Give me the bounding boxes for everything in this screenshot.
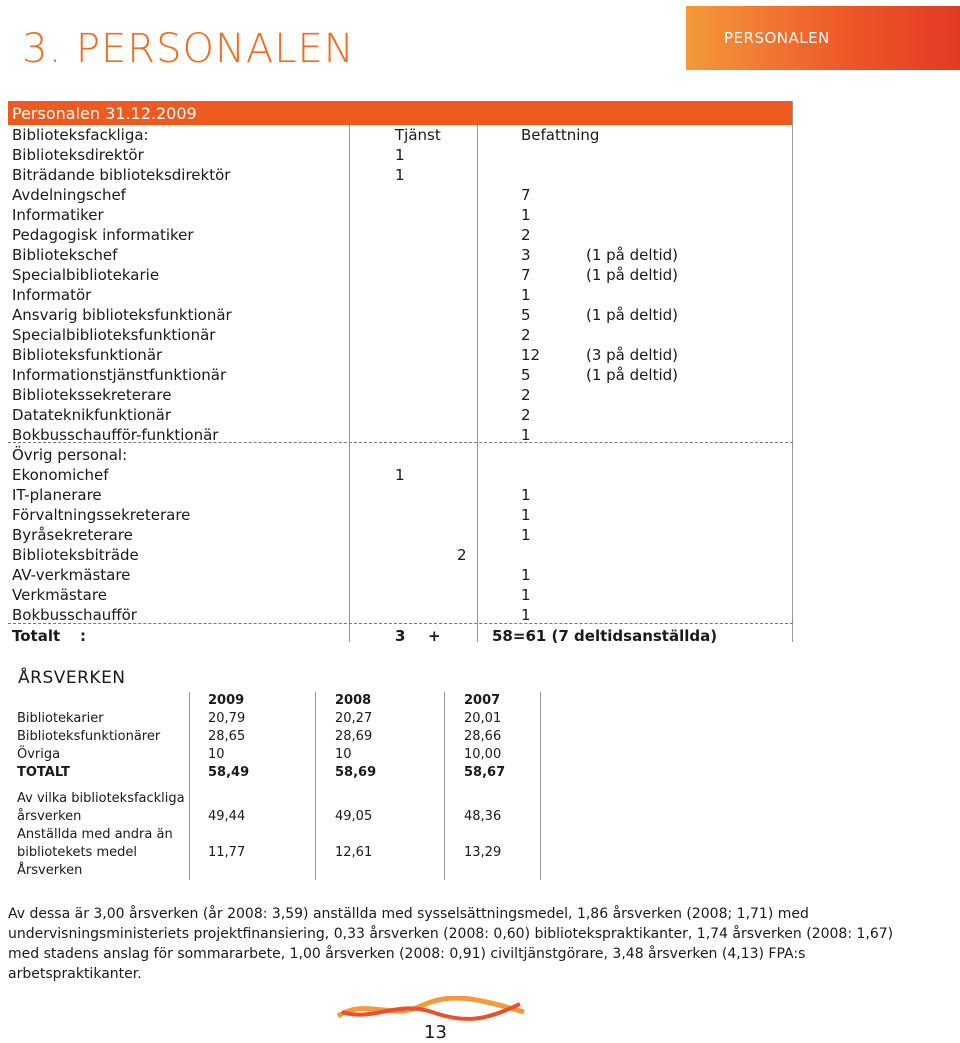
arsverken-notes — [15, 790, 540, 878]
row-label: Biblioteksfunktionär — [12, 346, 163, 364]
staff-row — [8, 365, 793, 385]
staff-row — [8, 165, 793, 185]
row-tjanst: 1 — [395, 146, 405, 164]
staff-row — [8, 185, 793, 205]
arsverken-table — [15, 692, 540, 878]
section-tab — [686, 6, 960, 70]
total-befattning: 58=61 (7 deltidsanställda) — [492, 627, 718, 645]
row-befattning: 1 — [521, 586, 531, 604]
row-tjanst-2: 2 — [457, 546, 467, 564]
arsverken-cell: 58,69 — [335, 765, 377, 780]
staff-row — [8, 485, 793, 505]
staff-row — [8, 405, 793, 425]
total-plus: + — [428, 627, 441, 645]
row-label: Informatör — [12, 286, 92, 304]
arsverken-cell: 10 — [208, 747, 225, 762]
arsverken-year-header — [15, 692, 540, 710]
section-tab-label: PERSONALEN — [724, 29, 830, 47]
staff-row — [8, 565, 793, 585]
arsverken-note-row — [15, 826, 540, 878]
row-label: Specialbibliotekarie — [12, 266, 160, 284]
row-label: Byråsekreterare — [12, 526, 133, 544]
arsverken-col-divider-3 — [444, 692, 445, 880]
row-befattning: 1 — [521, 486, 531, 504]
arsverken-note-cell: 13,29 — [464, 845, 502, 860]
arsverken-note-cell: 49,44 — [208, 809, 246, 824]
arsverken-cell: 20,27 — [335, 711, 373, 726]
row-befattning: 2 — [521, 326, 531, 344]
staff-row — [8, 465, 793, 485]
staff-col-divider-1 — [349, 125, 350, 642]
staff-section-divider — [8, 442, 793, 443]
arsverken-cell: 20,01 — [464, 711, 502, 726]
row-label: Biblioteksdirektör — [12, 146, 144, 164]
arsverken-col-divider-4 — [540, 692, 541, 880]
staff-row — [8, 325, 793, 345]
row-note: (1 på deltid) — [586, 306, 678, 324]
arsverken-cell: 28,65 — [208, 729, 246, 744]
row-label: Ansvarig biblioteksfunktionär — [12, 306, 232, 324]
row-befattning: 2 — [521, 226, 531, 244]
arsverken-rows — [15, 710, 540, 782]
page-title: 3. PERSONALEN — [22, 26, 355, 72]
arsverken-row-label: Bibliotekarier — [17, 711, 104, 726]
row-label: Informatiker — [12, 206, 104, 224]
row-label: AV-verkmästare — [12, 566, 131, 584]
arsverken-row — [15, 710, 540, 728]
row-label: Informationstjänstfunktionär — [12, 366, 227, 384]
row-befattning: 7 — [521, 266, 531, 284]
row-label: Datateknikfunktionär — [12, 406, 172, 424]
arsverken-cell: 58,67 — [464, 765, 506, 780]
arsverken-note-cell: 49,05 — [335, 809, 373, 824]
staff-row — [8, 125, 793, 145]
summary-paragraph: Av dessa är 3,00 årsverken (år 2008: 3,59) anställda med sysselsättningsmedel, 1,86 årsverken (2008; 1,71) med undervisningsministeriets projektfinansiering, 0,33 årsverken (2008: 0,60) bibliotekspraktikanter, 1,74 årsverken (2008: 1,67) med stadens anslag för sommararbete, 1,00 årsverken (2008: 0,91) civiltjänstgörare, 3,48 årsverken (4,13) FPA:s arbetspraktikanter. — [8, 906, 894, 982]
row-befattning: 5 — [521, 306, 531, 324]
footer-wave-logo — [336, 996, 526, 1022]
row-befattning: 1 — [521, 426, 531, 444]
row-tjanst: Tjänst — [395, 126, 441, 144]
arsverken-title: ÅRSVERKEN — [18, 668, 126, 688]
row-label: Bibliotekschef — [12, 246, 118, 264]
arsverken-note-row — [15, 790, 540, 826]
staff-row — [8, 585, 793, 605]
staff-row — [8, 305, 793, 325]
staff-total-row — [8, 625, 793, 647]
staff-row — [8, 445, 793, 465]
year-col-3: 2007 — [464, 693, 501, 708]
row-note: (1 på deltid) — [586, 266, 678, 284]
staff-row — [8, 545, 793, 565]
year-col-1: 2009 — [208, 693, 245, 708]
row-tjanst: 1 — [395, 166, 405, 184]
row-befattning: 1 — [521, 526, 531, 544]
arsverken-cell: 10,00 — [464, 747, 502, 762]
row-befattning: 1 — [521, 506, 531, 524]
row-befattning: 1 — [521, 606, 531, 624]
row-befattning: 1 — [521, 206, 531, 224]
row-befattning: Befattning — [521, 126, 600, 144]
staff-frame-right — [792, 101, 793, 642]
row-befattning: 1 — [521, 286, 531, 304]
staff-row — [8, 505, 793, 525]
arsverken-row-label: Biblioteksfunktionärer — [17, 729, 161, 744]
staff-row — [8, 145, 793, 165]
row-label: Bibliotekssekreterare — [12, 386, 172, 404]
arsverken-cell: 28,66 — [464, 729, 502, 744]
arsverken-col-divider-2 — [315, 692, 316, 880]
row-note: (3 på deltid) — [586, 346, 678, 364]
total-colon: : — [80, 627, 86, 645]
staff-row — [8, 345, 793, 365]
staff-row — [8, 605, 793, 625]
row-label: Ekonomichef — [12, 466, 109, 484]
year-col-2: 2008 — [335, 693, 372, 708]
arsverken-note-cell: 11,77 — [208, 845, 246, 860]
row-befattning: 1 — [521, 566, 531, 584]
row-label: Biträdande biblioteksdirektör — [12, 166, 231, 184]
arsverken-cell: 20,79 — [208, 711, 246, 726]
arsverken-cell: 10 — [335, 747, 352, 762]
page-number: 13 — [424, 1022, 447, 1043]
row-label: Förvaltningssekreterare — [12, 506, 191, 524]
total-label: Totalt — [12, 627, 61, 645]
row-label: Övrig personal: — [12, 446, 128, 464]
staff-row — [8, 225, 793, 245]
arsverken-cell: 58,49 — [208, 765, 250, 780]
arsverken-note-cell: 48,36 — [464, 809, 502, 824]
staff-row — [8, 285, 793, 305]
row-label: Specialbiblioteksfunktionär — [12, 326, 216, 344]
staff-table-heading: Personalen 31.12.2009 — [8, 101, 793, 125]
arsverken-row — [15, 746, 540, 764]
arsverken-row-label: TOTALT — [17, 765, 70, 780]
row-label: Avdelningschef — [12, 186, 126, 204]
row-befattning: 3 — [521, 246, 531, 264]
row-label: Bokbusschaufför-funktionär — [12, 426, 219, 444]
staff-row — [8, 525, 793, 545]
row-befattning: 5 — [521, 366, 531, 384]
row-befattning: 12 — [521, 346, 541, 364]
row-note: (1 på deltid) — [586, 366, 678, 384]
staff-total-divider — [8, 623, 793, 624]
staff-rows — [8, 125, 793, 625]
row-label: IT-planerare — [12, 486, 102, 504]
arsverken-note-cell: 12,61 — [335, 845, 373, 860]
staff-table — [8, 101, 793, 647]
staff-row — [8, 205, 793, 225]
arsverken-cell: 28,69 — [335, 729, 373, 744]
row-befattning: 2 — [521, 406, 531, 424]
staff-row — [8, 245, 793, 265]
row-label: Biblioteksfackliga: — [12, 126, 149, 144]
row-befattning: 2 — [521, 386, 531, 404]
staff-row — [8, 385, 793, 405]
arsverken-col-divider-1 — [189, 692, 190, 880]
arsverken-row — [15, 764, 540, 782]
row-label: Bokbusschaufför — [12, 606, 137, 624]
row-label: Verkmästare — [12, 586, 107, 604]
arsverken-row-label: Övriga — [17, 747, 61, 762]
staff-col-divider-2 — [477, 125, 478, 642]
staff-row — [8, 265, 793, 285]
row-note: (1 på deltid) — [586, 246, 678, 264]
arsverken-row — [15, 728, 540, 746]
row-befattning: 7 — [521, 186, 531, 204]
arsverken-note-label: Av vilka biblioteksfackliga årsverken — [17, 791, 185, 824]
row-label: Pedagogisk informatiker — [12, 226, 194, 244]
row-label: Biblioteksbiträde — [12, 546, 139, 564]
total-tjanst: 3 — [395, 627, 406, 645]
row-tjanst: 1 — [395, 466, 405, 484]
arsverken-note-label: Anställda med andra än bibliotekets medel Årsverken — [17, 827, 173, 878]
